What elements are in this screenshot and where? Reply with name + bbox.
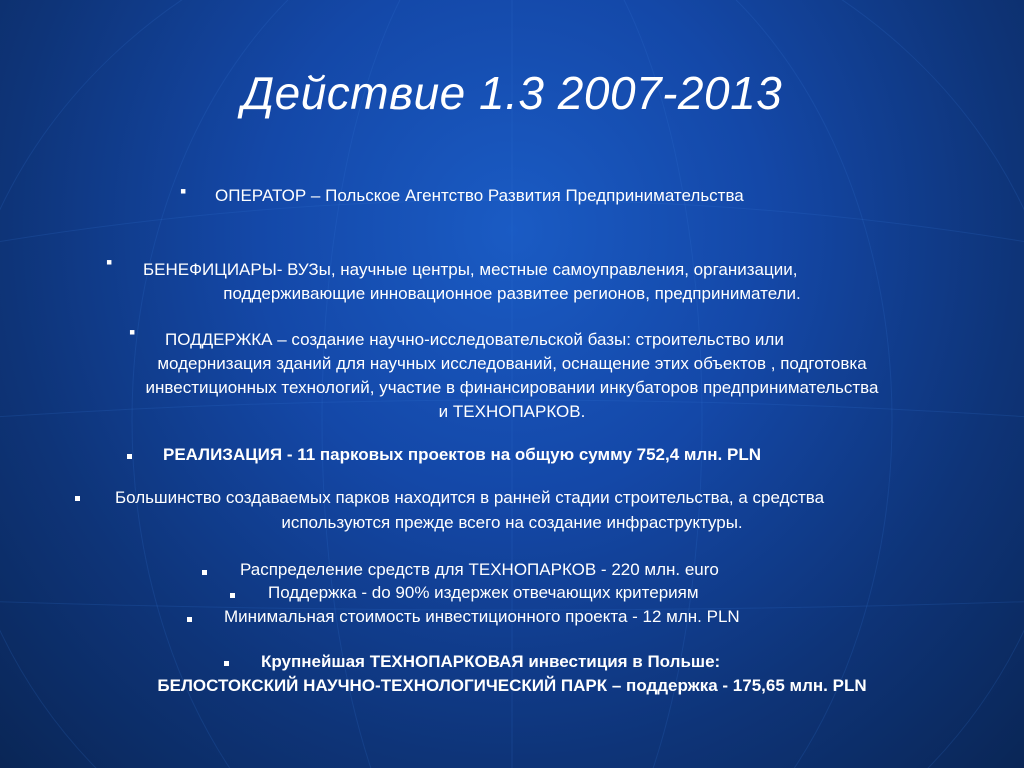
bullet-icon [187, 617, 192, 622]
support-line-3: инвестиционных технологий, участие в финансировании инкубаторов предпринимательства [145, 378, 879, 397]
bullet-icon: ▪ [106, 252, 113, 272]
operator-label: ОПЕРАТОР [215, 186, 307, 205]
majority-line-1: Большинство создаваемых парков находится в ранней стадии строительства, а средства [115, 488, 825, 507]
realization-line: РЕАЛИЗАЦИЯ - 11 парковых проектов на общую сумму 752,4 млн. PLN [163, 445, 761, 464]
bullet-icon [75, 496, 80, 501]
operator-text: Польское Агентство Развития Предпринимательства [325, 186, 744, 205]
bullet-icon: ▪ [129, 322, 136, 342]
largest-line-1: Крупнейшая ТЕХНОПАРКОВАЯ инвестиция в Польше: [261, 652, 721, 671]
page-title: Действие 1.3 2007-2013 [241, 67, 783, 119]
support-line-4: и ТЕХНОПАРКОВ. [438, 402, 586, 421]
support-line-2: модернизация зданий для научных исследований, оснащение этих объектов , подготовка [157, 354, 867, 373]
support-line-1: ПОДДЕРЖКА – создание научно-исследовательской базы: строительство или [165, 330, 784, 349]
largest-line-2: БЕЛОСТОКСКИЙ НАУЧНО-ТЕХНОЛОГИЧЕСКИЙ ПАРК – поддержка - 175,65 млн. PLN [157, 676, 867, 695]
distribution-line: Распределение средств для ТЕХНОПАРКОВ - 220 млн. euro [240, 560, 719, 579]
operator-dash: – [310, 186, 321, 205]
beneficiaries-line-2: поддерживающие инновационное развитее регионов, предприниматели. [223, 284, 801, 303]
bullet-icon [127, 454, 132, 459]
bullet-icon [230, 593, 235, 598]
bullet-icon [224, 661, 229, 666]
min-cost-line: Минимальная стоимость инвестиционного проекта - 12 млн. PLN [224, 607, 740, 626]
bullet-icon: ▪ [180, 181, 187, 201]
bullet-icon [202, 570, 207, 575]
support-pct-line: Поддержка - do 90% издержек отвечающих критериям [268, 583, 699, 602]
beneficiaries-line-1: БЕНЕФИЦИАРЫ- ВУЗы, научные центры, местные самоуправления, организации, [143, 260, 798, 279]
operator-line [215, 184, 744, 208]
majority-line-2: используются прежде всего на создание инфраструктуры. [281, 513, 743, 532]
